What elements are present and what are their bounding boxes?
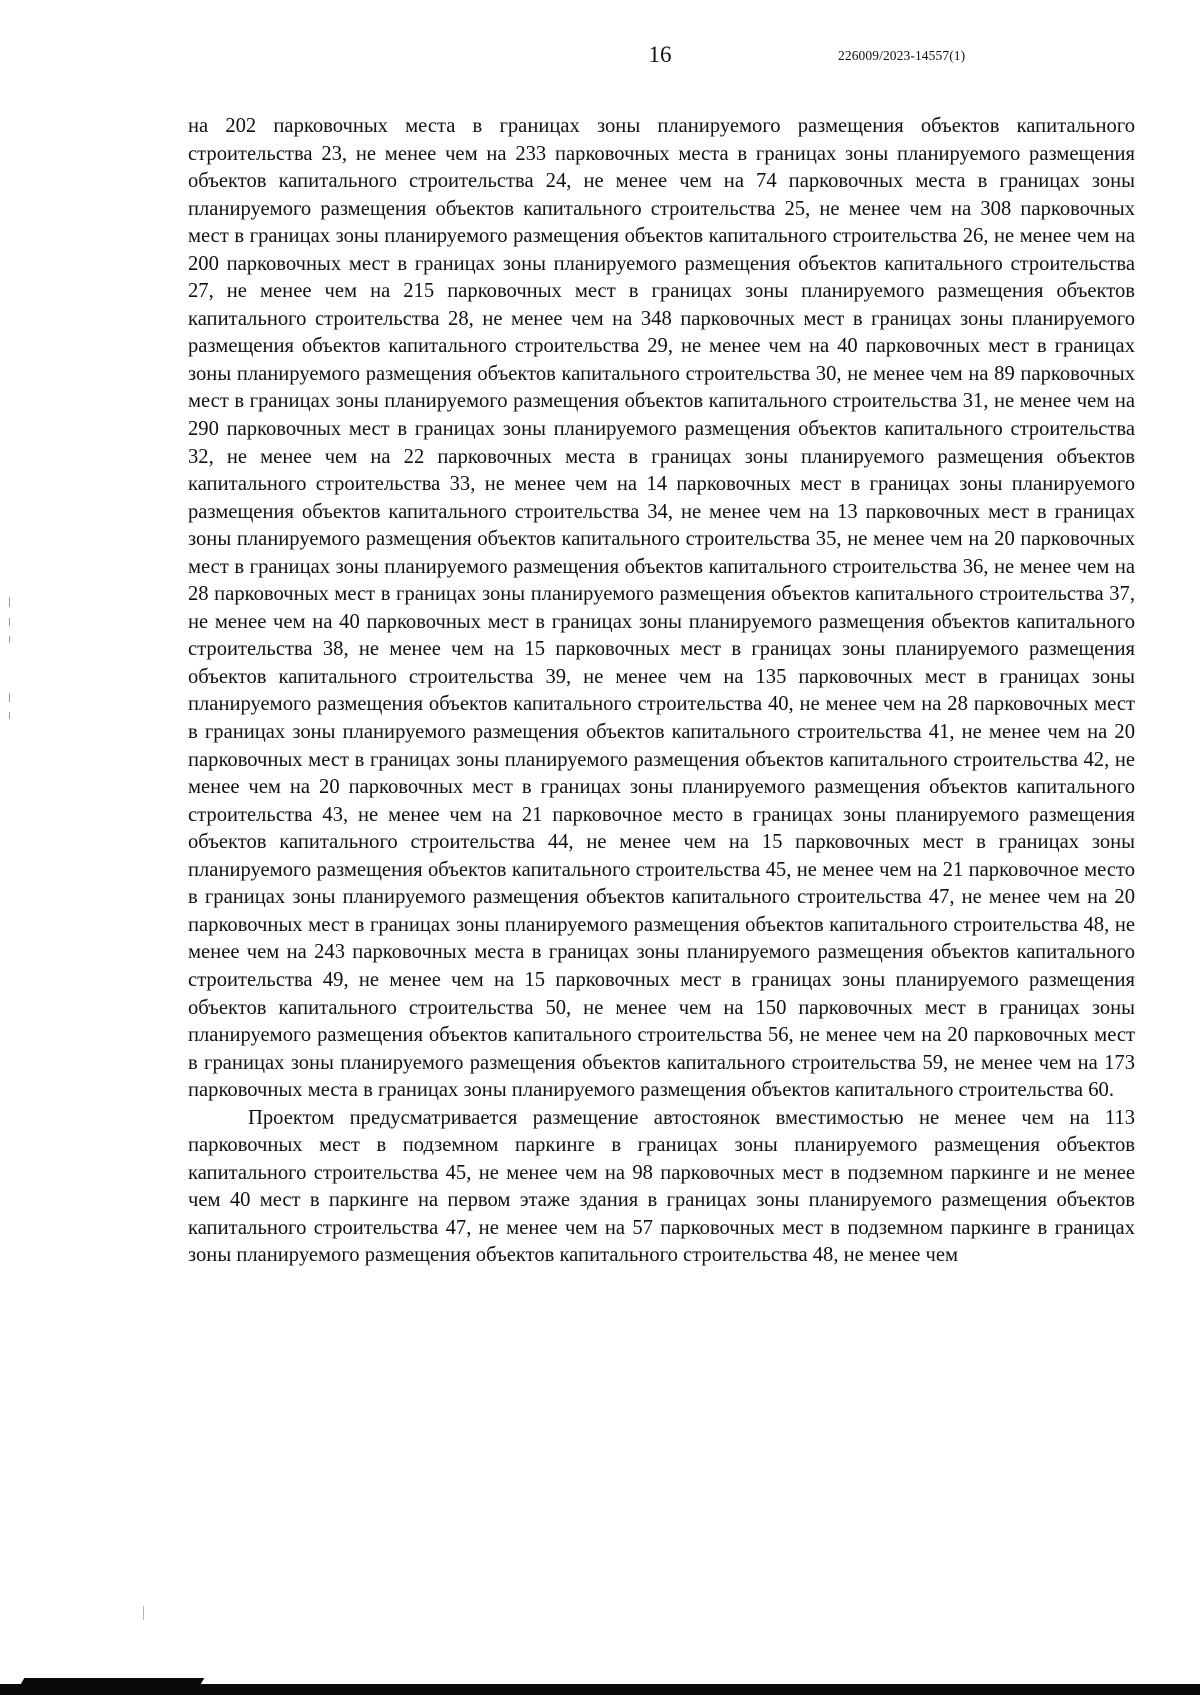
paragraph-parking-zones: на 202 парковочных места в границах зоны планируемого размещения объектов капитального строительства 23, не менее чем на 233 парковочных места в границах зоны планируемого размещения объектов капитального строительства 24, не менее чем на 74 парковочных места в границах зоны планируемого размещения объектов капитального строительства 25, не менее чем на 308 парковочных мест в границах зоны планируемого размещения объектов капитального строительства 26, не менее чем на 200 парковочных мест в границах зоны планируемого размещения объектов капитального строительства 27, не менее чем на 215 парковочных мест в границах зоны планируемого размещения объектов капитального строительства 28, не менее чем на 348 парковочных мест в границах зоны планируемого размещения объектов капитального строительства 29, не менее чем на 40 парковочных мест в границах зоны планируемого размещения объектов капитального строительства 30, не менее чем на 89 парковочных мест в границах зоны планируемого размещения объектов капитального строительства 31, не менее чем на 290 парковочных мест в границах зоны планируемого размещения объектов капитального строительства 32, не менее чем на 22 парковочных места в границах зоны планируемого размещения объектов капитального строительства 33, не менее чем на 14 парковочных мест в границах зоны планируемого размещения объектов капитального строительства 34, не менее чем на 13 парковочных мест в границах зоны планируемого размещения объектов капитального строительства 35, не менее чем на 20 парковочных мест в границах зоны планируемого размещения объектов капитального строительства 36, не менее чем на 28 парковочных мест в границах зоны планируемого размещения объектов капитального строительства 37, не менее чем на 40 парковочных мест в границах зоны планируемого размещения объектов капитального строительства 38, не менее чем на 15 парковочных мест в границах зоны планируемого размещения объектов капитального строительства 39, не менее чем на 135 парковочных мест в границах зоны планируемого размещения объектов капитального строительства 40, не менее чем на 28 парковочных мест в границах зоны планируемого размещения объектов капитального строительства 41, не менее чем на 20 парковочных мест в границах зоны планируемого размещения объектов капитального строительства 42, не менее чем на 20 парковочных мест в границах зоны планируемого размещения объектов капитального строительства 43, не менее чем на 21 парковочное место в границах зоны планируемого размещения объектов капитального строительства 44, не менее чем на 15 парковочных мест в границах зоны планируемого размещения объектов капитального строительства 45, не менее чем на 21 парковочное место в границах зоны планируемого размещения объектов капитального строительства 47, не менее чем на 20 парковочных мест в границах зоны планируемого размещения объектов капитального строительства 48, не менее чем на 243 парковочных места в границах зоны планируемого размещения объектов капитального строительства 49, не менее чем на 15 парковочных мест в границах зоны планируемого размещения объектов капитального строительства 50, не менее чем на 150 парковочных мест в границах зоны планируемого размещения объектов капитального строительства 56, не менее чем на 20 парковочных мест в границах зоны планируемого размещения объектов капитального строительства 59, не менее чем на 173 парковочных места в границах зоны планируемого размещения объектов капитального строительства 60. bbox=[188, 115, 1135, 1102]
scan-bottom-edge bbox=[0, 1684, 1200, 1695]
document-id: 226009/2023-14557(1) bbox=[838, 48, 966, 63]
margin-tick bbox=[9, 636, 10, 643]
document-body bbox=[188, 113, 1135, 1270]
page-number: 16 bbox=[648, 42, 672, 67]
margin-tick bbox=[9, 618, 10, 626]
margin-tick bbox=[9, 597, 10, 607]
margin-tick bbox=[9, 712, 10, 719]
scan-speck bbox=[143, 1606, 144, 1620]
margin-tick bbox=[9, 693, 10, 702]
paragraph-underground-parking: Проектом предусматривается размещение автостоянок вместимостью не менее чем на 113 парковочных мест в подземном паркинге в границах зоны планируемого размещения объектов капитального строительства 45, не менее чем на 98 парковочных мест в подземном паркинге и не менее чем 40 мест в паркинге на первом этаже здания в границах зоны планируемого размещения объектов капитального строительства 47, не менее чем на 57 парковочных мест в подземном паркинге в границах зоны планируемого размещения объектов капитального строительства 48, не менее чем bbox=[188, 1106, 1135, 1267]
